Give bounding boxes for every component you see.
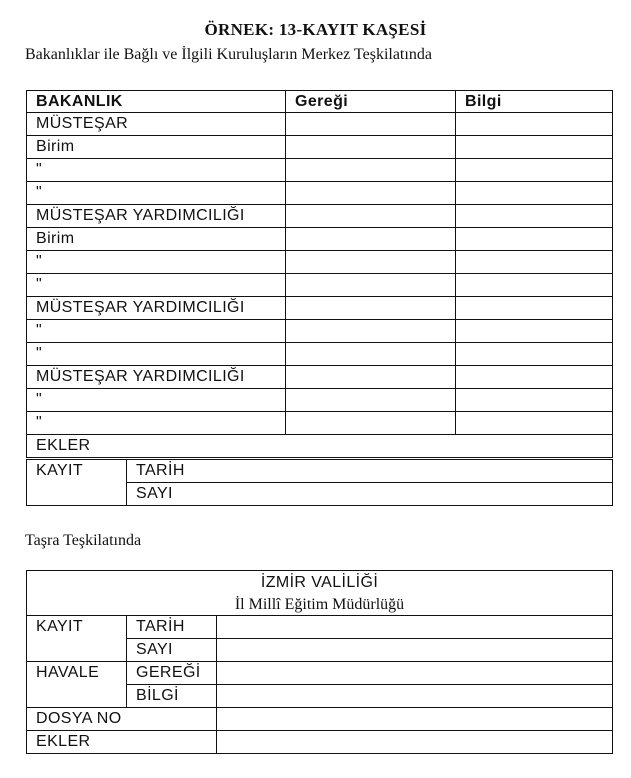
geregi-cell: [286, 205, 456, 228]
dosya-no-label: DOSYA NO: [27, 708, 217, 731]
geregi-cell: [286, 343, 456, 366]
page-title: ÖRNEK: 13-KAYIT KAŞESİ: [204, 20, 427, 39]
dosya-no-value: [217, 708, 613, 731]
row-label: Birim: [27, 228, 286, 251]
bilgi-cell: [456, 366, 613, 389]
bilgi-label: BİLGİ: [127, 685, 217, 708]
row-label: Birim: [27, 136, 286, 159]
table-row: [27, 366, 613, 389]
geregi-cell: [286, 159, 456, 182]
table-row: [27, 412, 613, 435]
geregi-cell: [286, 228, 456, 251]
table-row: [27, 251, 613, 274]
row-label: ": [27, 274, 286, 297]
row-label: ": [27, 251, 286, 274]
tasra-heading: Taşra Teşkilatında: [25, 532, 142, 549]
bilgi-cell: [456, 228, 613, 251]
ekler-row: [27, 435, 613, 458]
valilik-header-row: [27, 571, 613, 596]
bilgi-cell: [456, 343, 613, 366]
geregi-cell: [286, 320, 456, 343]
table-header-row: [27, 91, 613, 113]
bilgi-cell: [456, 274, 613, 297]
row-label: ": [27, 320, 286, 343]
row-label: ": [27, 343, 286, 366]
row-label: ": [27, 389, 286, 412]
page-subtitle: Bakanlıklar ile Bağlı ve İlgili Kuruluşların Merkez Teşkilatında: [25, 46, 432, 63]
bottom-tarih-value: [217, 616, 613, 639]
bottom-kayit-label: KAYIT: [27, 616, 127, 662]
sayi-label: SAYI: [127, 483, 613, 506]
geregi-cell: [286, 136, 456, 159]
table-row: [27, 136, 613, 159]
mudurluk-header-row: [27, 596, 613, 616]
bilgi-cell: [456, 297, 613, 320]
table-row: [27, 343, 613, 366]
geregi-value: [217, 662, 613, 685]
bottom-ekler-value: [217, 731, 613, 754]
geregi-cell: [286, 389, 456, 412]
header-geregi: Gereği: [286, 91, 456, 113]
header-bilgi: Bilgi: [456, 91, 613, 113]
row-label: ": [27, 182, 286, 205]
row-label: MÜSTEŞAR YARDIMCILIĞI: [27, 205, 286, 228]
merkez-stamp-table: [26, 90, 613, 458]
havale-label: HAVALE: [27, 662, 127, 708]
bilgi-cell: [456, 136, 613, 159]
bottom-ekler-row: [27, 731, 613, 754]
table-row: [27, 228, 613, 251]
table-row: [27, 320, 613, 343]
havale-geregi-row: [27, 662, 613, 685]
bilgi-cell: [456, 113, 613, 136]
kayit-tarih-row: [27, 460, 613, 483]
row-label: ": [27, 412, 286, 435]
geregi-cell: [286, 251, 456, 274]
geregi-label: GEREĞİ: [127, 662, 217, 685]
table-row: [27, 297, 613, 320]
bilgi-cell: [456, 182, 613, 205]
table-row: [27, 389, 613, 412]
geregi-cell: [286, 297, 456, 320]
bilgi-cell: [456, 159, 613, 182]
bilgi-cell: [456, 412, 613, 435]
bilgi-cell: [456, 251, 613, 274]
bottom-sayi-label: SAYI: [127, 639, 217, 662]
header-bakanlik: BAKANLIK: [27, 91, 286, 113]
table-row: [27, 274, 613, 297]
bilgi-cell: [456, 205, 613, 228]
geregi-cell: [286, 182, 456, 205]
kayit-tarih-row: [27, 616, 613, 639]
geregi-cell: [286, 412, 456, 435]
row-label: ": [27, 159, 286, 182]
mudurluk-title: İl Millî Eğitim Müdürlüğü: [27, 596, 613, 616]
geregi-cell: [286, 274, 456, 297]
geregi-cell: [286, 113, 456, 136]
row-label: MÜSTEŞAR YARDIMCILIĞI: [27, 297, 286, 320]
tarih-label: TARİH: [127, 460, 613, 483]
ekler-label: EKLER: [27, 435, 613, 458]
bottom-tarih-label: TARİH: [127, 616, 217, 639]
kayit-table: [26, 459, 613, 506]
bottom-ekler-label: EKLER: [27, 731, 217, 754]
row-label: MÜSTEŞAR: [27, 113, 286, 136]
bottom-sayi-value: [217, 639, 613, 662]
bilgi-cell: [456, 389, 613, 412]
bilgi-cell: [456, 320, 613, 343]
table-row: [27, 205, 613, 228]
valilik-title: İZMİR VALİLİĞİ: [27, 571, 613, 596]
row-label: MÜSTEŞAR YARDIMCILIĞI: [27, 366, 286, 389]
table-row: [27, 182, 613, 205]
geregi-cell: [286, 366, 456, 389]
dosya-no-row: [27, 708, 613, 731]
kayit-label: KAYIT: [27, 460, 127, 506]
bilgi-value: [217, 685, 613, 708]
table-row: [27, 159, 613, 182]
table-row: [27, 113, 613, 136]
tasra-stamp-table: [26, 570, 613, 754]
